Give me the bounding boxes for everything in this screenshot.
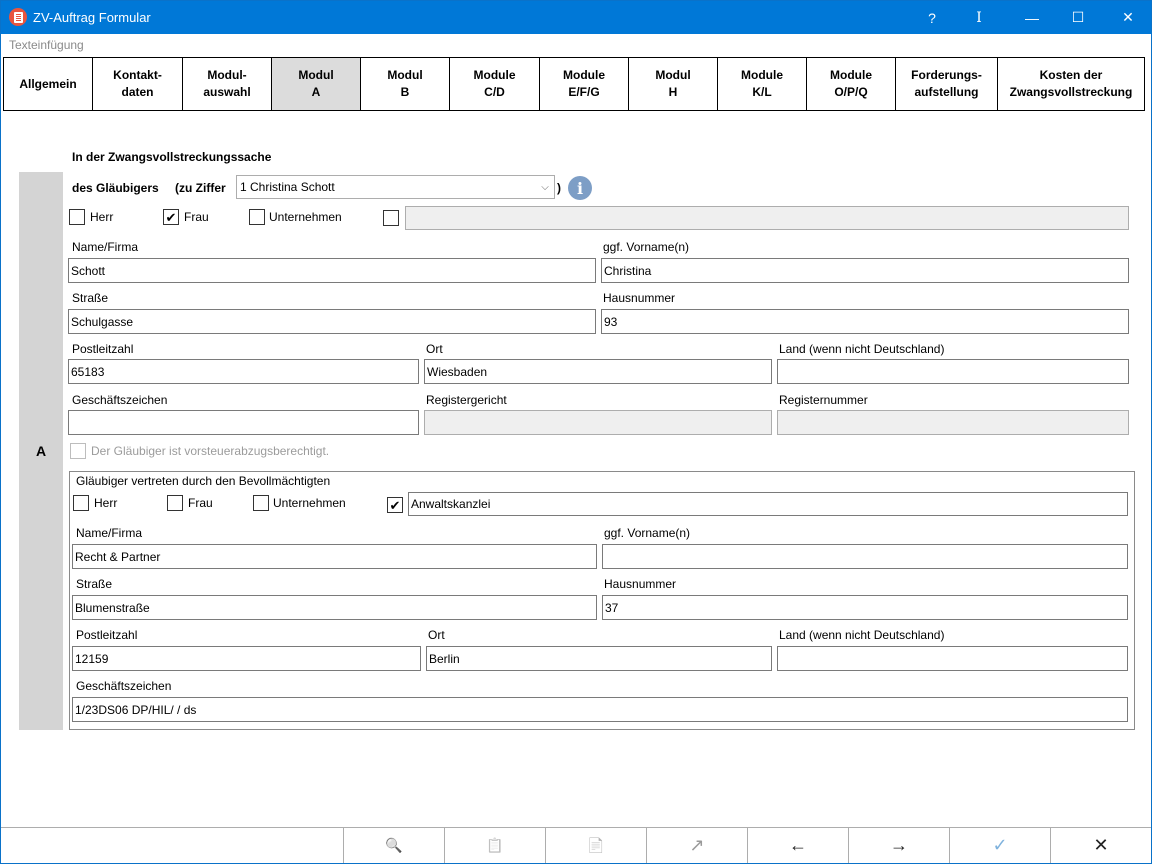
rep-gz-field[interactable]: 1/23DS06 DP/HIL/ / ds	[72, 697, 1128, 722]
export-button[interactable]	[646, 827, 747, 863]
zu-ziffer-label: (zu Ziffer	[175, 181, 226, 195]
document-button[interactable]	[545, 827, 646, 863]
creditor-registergericht-label: Registergericht	[426, 393, 507, 407]
ok-button[interactable]	[949, 827, 1050, 863]
creditor-unternehmen-label: Unternehmen	[269, 210, 342, 224]
rep-land-label: Land (wenn nicht Deutschland)	[779, 628, 945, 642]
creditor-ort-label: Ort	[426, 342, 443, 356]
cancel-button[interactable]	[1050, 827, 1151, 863]
creditor-frau-label: Frau	[184, 210, 209, 224]
menu-texteinfuegung[interactable]: Texteinfügung	[9, 38, 84, 52]
help-button[interactable]: ?	[928, 9, 936, 26]
window-title: ZV-Auftrag Formular	[33, 10, 151, 25]
creditor-other-checkbox[interactable]	[383, 210, 399, 226]
representative-title: Gläubiger vertreten durch den Bevollmächtigten	[76, 474, 331, 488]
module-tabs	[3, 57, 1144, 111]
creditor-frau-checkbox[interactable]: ✔	[163, 209, 179, 225]
rep-frau-label: Frau	[188, 496, 213, 510]
arrow-left-icon: ←	[789, 834, 807, 855]
creditor-land-field[interactable]	[777, 359, 1129, 384]
search-icon: 🔍	[385, 836, 403, 853]
chevron-down-icon[interactable]: ⌵	[541, 181, 549, 193]
creditor-vorname-label: ggf. Vorname(n)	[603, 240, 690, 254]
info-icon[interactable]: i	[568, 176, 592, 200]
creditor-plz-label: Postleitzahl	[72, 342, 134, 356]
tab-modul-b[interactable]: Modul B	[360, 57, 450, 111]
rep-herr-label: Herr	[94, 496, 118, 510]
rep-unternehmen-checkbox[interactable]	[253, 495, 269, 511]
rep-strasse-field[interactable]: Blumenstraße	[72, 595, 597, 620]
tab-modul-a[interactable]: Modul A	[271, 57, 361, 111]
document-icon: 📄	[587, 836, 605, 853]
clipboard-icon: 📋	[486, 836, 504, 853]
rep-herr-checkbox[interactable]	[73, 495, 89, 511]
rep-land-field[interactable]	[777, 646, 1128, 671]
tab-module-cd[interactable]: Module C/D	[449, 57, 540, 111]
rep-hausnummer-field[interactable]: 37	[602, 595, 1128, 620]
rep-ort-label: Ort	[428, 628, 445, 642]
back-button[interactable]	[747, 827, 848, 863]
rep-hausnummer-label: Hausnummer	[604, 577, 677, 591]
rep-vorname-label: ggf. Vorname(n)	[604, 526, 691, 540]
rep-name-label: Name/Firma	[76, 526, 143, 540]
creditor-label: des Gläubigers	[72, 181, 159, 195]
creditor-strasse-field[interactable]: Schulgasse	[68, 309, 596, 334]
maximize-button[interactable]: ☐	[1071, 9, 1085, 25]
rep-plz-label: Postleitzahl	[76, 628, 138, 642]
ziffer-select-value: 1 Christina Schott	[240, 180, 335, 194]
rep-plz-field[interactable]: 12159	[72, 646, 421, 671]
vorsteuer-label: Der Gläubiger ist vorsteuerabzugsberechtigt.	[91, 444, 330, 458]
paste-button[interactable]	[444, 827, 545, 863]
search-button[interactable]	[343, 827, 444, 863]
creditor-vorname-field[interactable]: Christina	[601, 258, 1129, 283]
creditor-registernummer-field[interactable]	[777, 410, 1129, 435]
creditor-herr-checkbox[interactable]	[69, 209, 85, 225]
rep-ort-field[interactable]: Berlin	[426, 646, 772, 671]
title-bar	[1, 1, 1151, 34]
creditor-registernummer-label: Registernummer	[779, 393, 868, 407]
creditor-registergericht-field[interactable]	[424, 410, 772, 435]
creditor-name-field[interactable]: Schott	[68, 258, 596, 283]
rep-other-checkbox[interactable]: ✔	[387, 497, 403, 513]
rep-gz-label: Geschäftszeichen	[76, 679, 172, 693]
creditor-unternehmen-checkbox[interactable]	[249, 209, 265, 225]
vorsteuer-checkbox[interactable]	[70, 443, 86, 459]
ziffer-select[interactable]	[236, 175, 555, 199]
close-paren-label: )	[557, 181, 561, 195]
creditor-hausnummer-label: Hausnummer	[603, 291, 676, 305]
creditor-gz-field[interactable]	[68, 410, 419, 435]
tab-modulauswahl[interactable]: Modul- auswahl	[182, 57, 272, 111]
tab-allgemein[interactable]: Allgemein	[3, 57, 93, 111]
tab-module-kl[interactable]: Module K/L	[717, 57, 807, 111]
close-icon: ✕	[1093, 834, 1109, 855]
creditor-herr-label: Herr	[90, 210, 114, 224]
close-window-button[interactable]: ✕	[1122, 9, 1134, 25]
tab-module-opq[interactable]: Module O/P/Q	[806, 57, 896, 111]
section-title: In der Zwangsvollstreckungssache	[72, 150, 272, 164]
rep-other-field[interactable]: Anwaltskanzlei	[408, 492, 1128, 516]
tab-kosten-zwangsvollstreckung[interactable]: Kosten der Zwangsvollstreckung	[997, 57, 1145, 111]
app-form-icon	[9, 8, 27, 26]
tab-module-efg[interactable]: Module E/F/G	[539, 57, 629, 111]
creditor-ort-field[interactable]: Wiesbaden	[424, 359, 772, 384]
creditor-plz-field[interactable]: 65183	[68, 359, 419, 384]
minimize-button[interactable]: —	[1025, 9, 1039, 26]
forward-button[interactable]	[848, 827, 949, 863]
rep-vorname-field[interactable]	[602, 544, 1128, 569]
rep-unternehmen-label: Unternehmen	[273, 496, 346, 510]
creditor-strasse-label: Straße	[72, 291, 109, 305]
tab-kontaktdaten[interactable]: Kontakt- daten	[92, 57, 183, 111]
creditor-other-field[interactable]	[405, 206, 1129, 230]
tab-modul-h[interactable]: Modul H	[628, 57, 718, 111]
creditor-name-label: Name/Firma	[72, 240, 139, 254]
export-icon: ↗	[689, 834, 705, 855]
creditor-land-label: Land (wenn nicht Deutschland)	[779, 342, 945, 356]
rep-frau-checkbox[interactable]	[167, 495, 183, 511]
creditor-gz-label: Geschäftszeichen	[72, 393, 168, 407]
creditor-hausnummer-field[interactable]: 93	[601, 309, 1129, 334]
checkmark-icon: ✓	[992, 834, 1008, 855]
rep-name-field[interactable]: Recht & Partner	[72, 544, 597, 569]
tab-forderungsaufstellung[interactable]: Forderungs- aufstellung	[895, 57, 998, 111]
rep-strasse-label: Straße	[76, 577, 113, 591]
section-side-label: A	[35, 443, 47, 459]
arrow-right-icon: →	[890, 834, 908, 855]
text-cursor-button[interactable]: I	[976, 9, 982, 26]
